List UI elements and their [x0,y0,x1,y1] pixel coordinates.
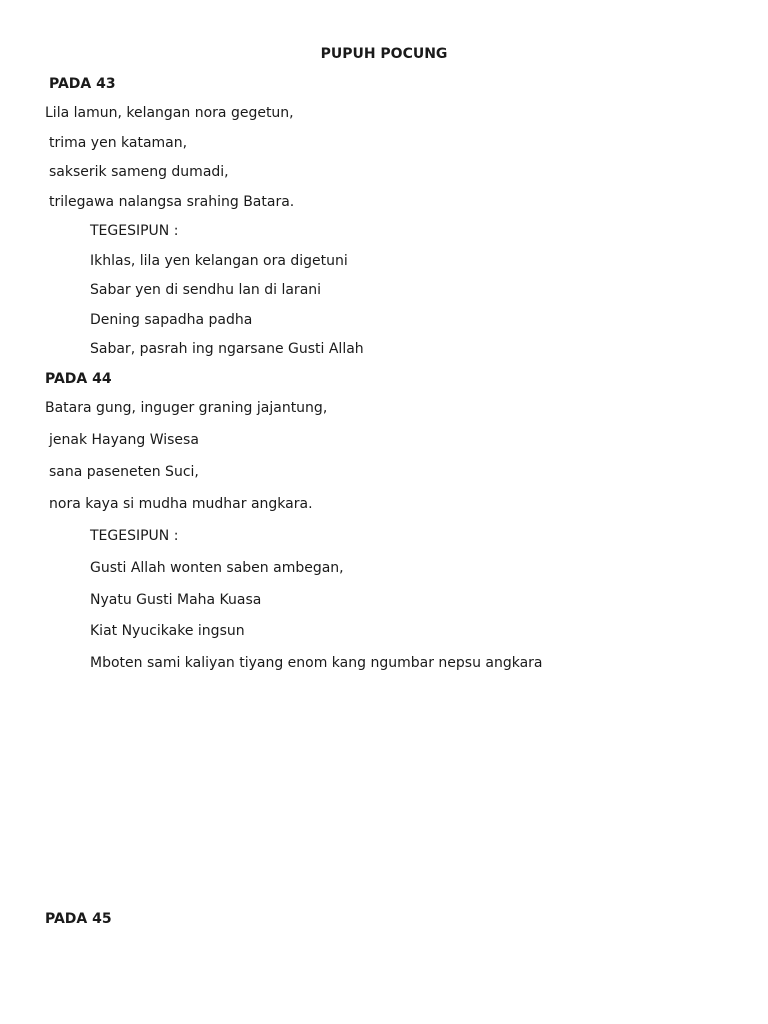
pada-43-meaning-line-3: Dening sapadha padha [90,312,253,328]
pada-43-meaning-line-1: Ikhlas, lila yen kelangan ora digetuni [90,253,348,269]
pada-43-meaning-line-2: Sabar yen di sendhu lan di larani [90,282,322,298]
pada-43-verse-line-1: Lila lamun, kelangan nora gegetun, [45,105,294,121]
pada-44-meaning-line-3: Kiat Nyucikake ingsun [90,623,245,639]
pada-43-verse-line-4: trilegawa nalangsa srahing Batara. [49,194,295,210]
pada-44-meaning-line-1: Gusti Allah wonten saben ambegan, [90,560,344,576]
pada-43-tegesipun-label: TEGESIPUN : [90,223,179,239]
pada-43-verse-line-3: sakserik sameng dumadi, [49,164,229,180]
pada-44-meaning-line-2: Nyatu Gusti Maha Kuasa [90,592,262,608]
pada-44-heading: PADA 44 [45,371,112,387]
pada-44-verse-line-2: jenak Hayang Wisesa [49,432,199,448]
pada-45-heading: PADA 45 [45,911,112,927]
pada-44-verse-line-3: sana paseneten Suci, [49,464,199,480]
pada-44-verse-line-1: Batara gung, inguger graning jajantung, [45,400,328,416]
pada-44-tegesipun-label: TEGESIPUN : [90,528,179,544]
document-title: PUPUH POCUNG [320,46,448,62]
pada-43-heading: PADA 43 [49,76,116,92]
pada-43-meaning-line-4: Sabar, pasrah ing ngarsane Gusti Allah [90,341,364,357]
pada-43-verse-line-2: trima yen kataman, [49,135,188,151]
pada-44-meaning-line-4: Mboten sami kaliyan tiyang enom kang ngumbar nepsu angkara [90,655,543,671]
pada-44-verse-line-4: nora kaya si mudha mudhar angkara. [49,496,313,512]
